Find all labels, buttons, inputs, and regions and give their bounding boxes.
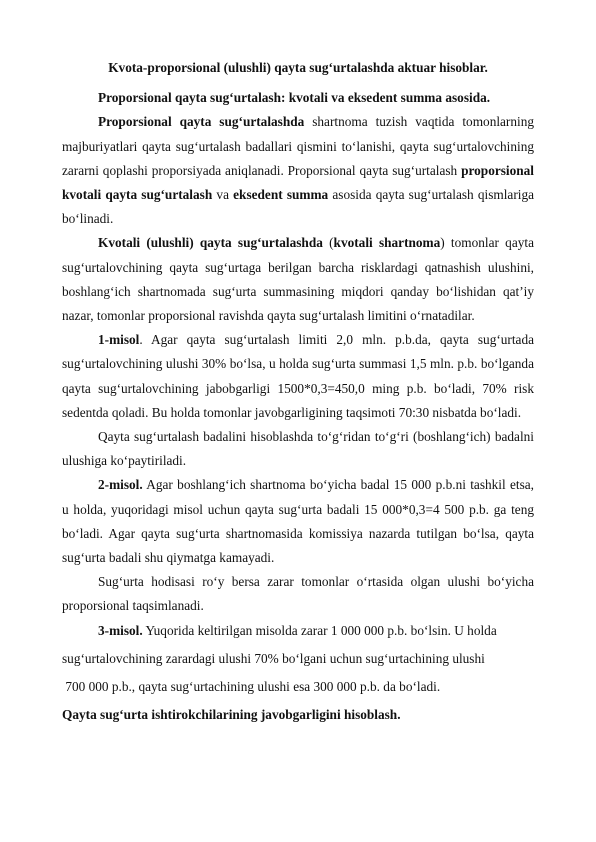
paragraph-text: asosida qayta sug‘urtalash qismlariga bo‘linadi. [62,187,534,227]
example-label: 3-misol. [98,622,143,638]
bold-term: proporsional kvotali qayta sug‘urtalash [62,162,534,203]
bold-term: eksedent summa [233,187,329,203]
paragraph-example-1 [62,328,534,425]
paragraph-text: shartnoma tuzish vaqtida tomonlarning majburiyatlari qayta sug‘urtalash badallari qismini to‘lanishi, qayta sug‘urtalovchining zararni qoplashi proporsiyada aniqlanadi. Proporsional qayta sug‘urtalash [62,114,535,178]
example-3-line-2: sug‘urtalovchining zarardagi ulushi 70% bo‘lgani uchun sug‘urtachining ulushi [62,650,485,666]
bold-term: kvotali shartnoma [333,235,441,251]
document-title: Kvota-proporsional (ulushli) qayta sug‘urtalashda aktuar hisoblar. [108,60,488,75]
paragraph-text: Yuqorida keltirilgan misolda zarar 1 000 000 p.b. bo‘lsin. U holda [142,622,497,638]
paragraph-text: . Agar qayta sug‘urtalash limiti 2,0 mln. p.b.da, qayta sug‘urtada sug‘urtalovchining ulushi 30% bo‘lsa, u holda sug‘urta summasi 1,5 mln. p.b. bo‘lganda qayta sug‘urtalovchining jabobgarligi 1500*0,3=450,0 ming p.b. bo‘ladi, 70% risk sedentda qoladi. Bu holda tomonlar javobgarligining taqsimoti 70:30 nisbatda bo‘ladi. [62,332,534,420]
paragraph-quota [62,231,534,328]
bold-term: Proporsional qayta sug‘urtalashda [98,114,305,130]
paragraph-example-2 [62,473,534,570]
example-label: 2-misol. [98,477,143,493]
paragraph-premium-calc: Qayta sug‘urtalash badalini hisoblashda to‘g‘ridan to‘g‘ri (boshlang‘ich) badalni ulushiga ko‘paytiriladi. [62,429,534,469]
paragraph-proportional [62,110,534,231]
paragraph-example-3 [62,619,534,643]
section-subheading: Proporsional qayta sug‘urtalash: kvotali va eksedent summa asosida. [98,90,491,106]
document-page [62,56,534,727]
paragraph-text: va [212,187,234,203]
example-label: 1-misol [98,332,140,348]
final-heading: Qayta sug‘urta ishtirokchilarining javobgarligini hisoblash. [62,707,401,723]
paragraph-text: ) tomonlar qayta sug‘urtalovchining qayta sug‘urtaga berilgan barcha risklardagi qatnashish ulushini, boshlang‘ich shartnomada sug‘urta summasining miqdori qanday bo‘lishidan qat’iy nazar, tomonlar proporsional ravishda qayta sug‘urtalash limitini o‘rnatadilar. [62,235,534,324]
paragraph-loss-distribution: Sug‘urta hodisasi ro‘y bersa zarar tomonlar o‘rtasida olgan ulushi bo‘yicha proporsional taqsimlanadi. [62,574,534,614]
paragraph-text: ( [322,235,334,251]
bold-term: Kvotali (ulushli) qayta sug‘urtalashda [98,235,323,251]
paragraph-text: Agar boshlang‘ich shartnoma bo‘yicha badal 15 000 p.b.ni tashkil etsa, u holda, yuqoridagi misol uchun qayta sug‘urta badali 15 000*0,3=4 500 p.b. ga teng bo‘ladi. Agar qayta sug‘urta shartnomasida komissiya nazarda tutilgan bo‘lsa, qayta sug‘urta badali shu qiymatga kamayadi. [62,477,534,566]
example-3-line-3: 700 000 p.b., qayta sug‘urtachining ulushi esa 300 000 p.b. da bo‘ladi. [62,679,441,695]
